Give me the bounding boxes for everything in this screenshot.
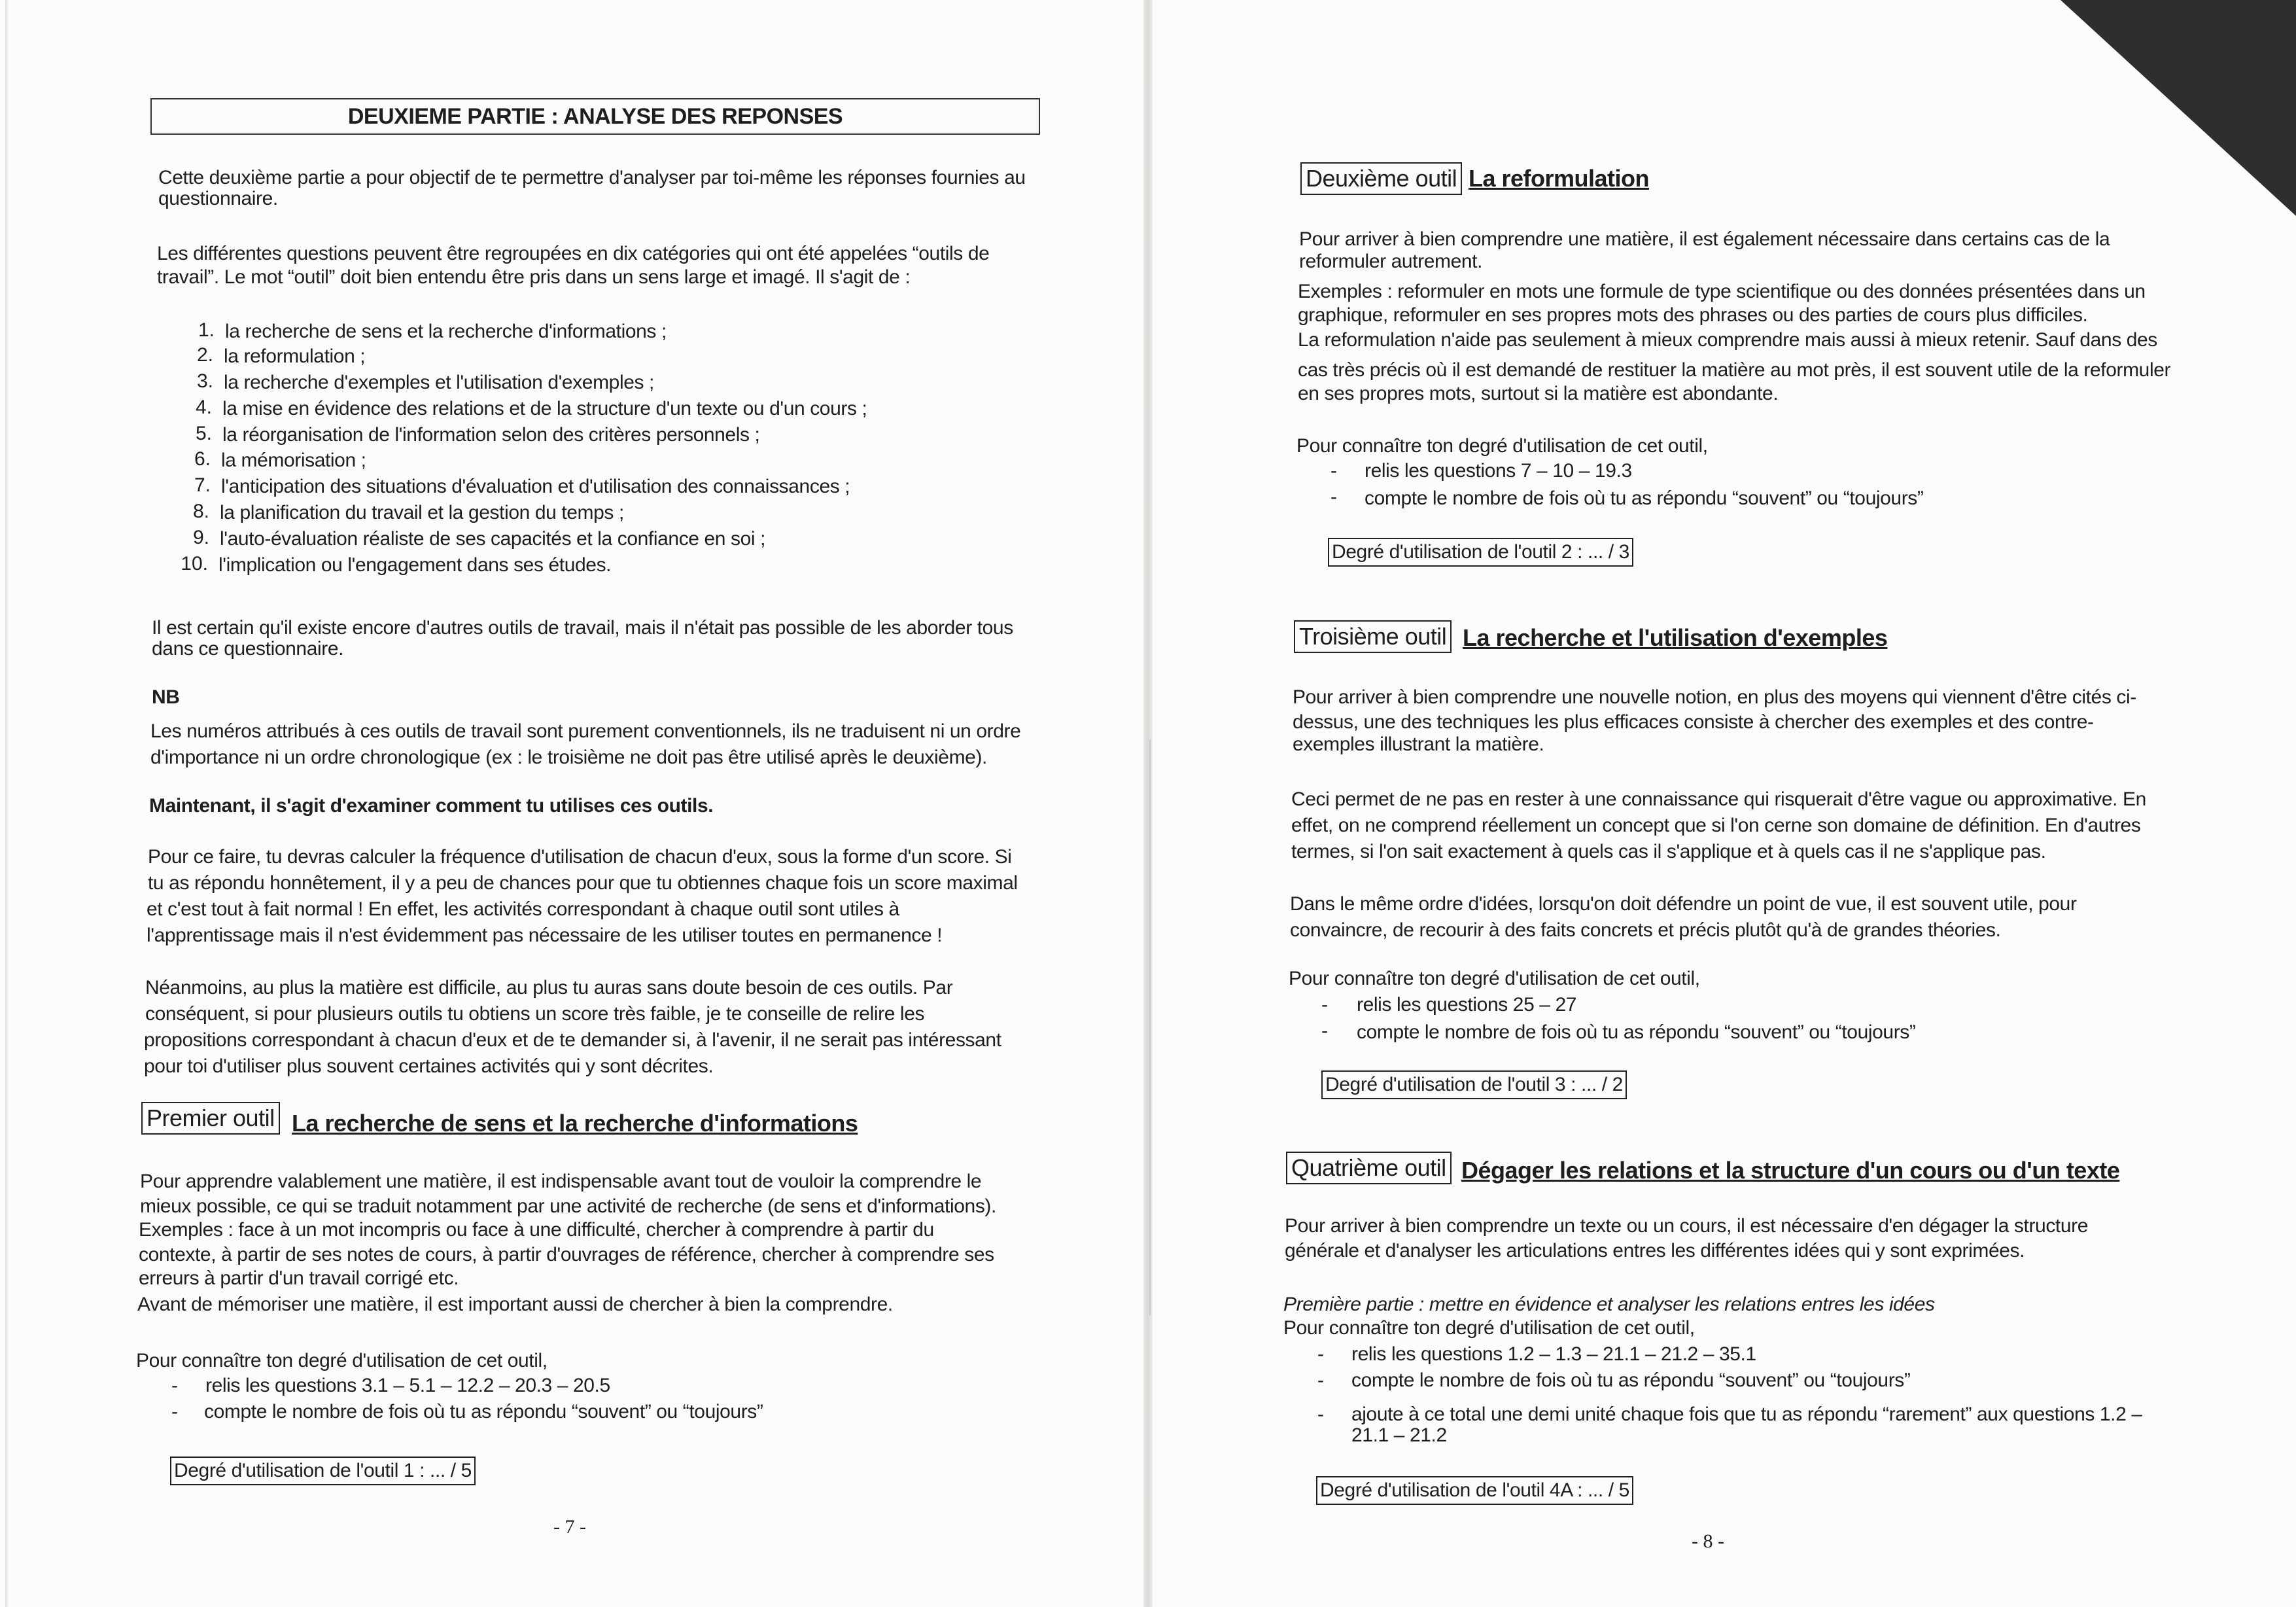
- tool1-body-line: contexte, à partir de ses notes de cours, à partir d'ouvrages de référence, chercher à comprendre ses: [139, 1244, 994, 1265]
- paragraph-line: Pour ce faire, tu devras calculer la fréquence d'utilisation de chacun d'eux, sous la forme d'un score. Si: [148, 846, 1012, 868]
- bullet-dash: -: [171, 1401, 178, 1422]
- tool3-step: relis les questions 25 – 27: [1357, 994, 1577, 1015]
- page-number-7: - 7 -: [553, 1516, 586, 1538]
- list-item: l'auto-évaluation réaliste de ses capacités et la confiance en soi ;: [220, 528, 766, 550]
- tool4-step: relis les questions 1.2 – 1.3 – 21.1 – 21.2 – 35.1: [1351, 1343, 1756, 1365]
- examine-heading: Maintenant, il s'agit d'examiner comment tu utilises ces outils.: [149, 795, 714, 817]
- list-number: 8.: [192, 501, 209, 522]
- tool2-body-line: Exemples : reformuler en mots une formule de type scientifique ou des données présentées dans un: [1298, 281, 2146, 302]
- categories-line: travail”. Le mot “outil” doit bien entendu être pris dans un sens large et imagé. Il s'agit de :: [157, 266, 911, 288]
- tool4-instruction: Pour connaître ton degré d'utilisation de cet outil,: [1283, 1317, 1695, 1339]
- bullet-dash: -: [1317, 1343, 1324, 1365]
- tool3-body-line: Ceci permet de ne pas en rester à une connaissance qui risquerait d'être vague ou approximative. En: [1291, 788, 2146, 810]
- tool2-body-line: La reformulation n'aide pas seulement à mieux comprendre mais aussi à mieux retenir. Sauf dans des: [1298, 329, 2157, 351]
- list-item: l'implication ou l'engagement dans ses études.: [218, 554, 612, 576]
- tool4-title: Dégager les relations et la structure d'un cours ou d'un texte: [1461, 1157, 2120, 1184]
- nb-title: NB: [152, 686, 180, 708]
- intro-line: questionnaire.: [158, 188, 278, 209]
- tool1-score-box: Degré d'utilisation de l'outil 1 : ... / 5: [170, 1457, 476, 1485]
- tool3-step: compte le nombre de fois où tu as répondu “souvent” ou “toujours”: [1357, 1021, 1916, 1043]
- bullet-dash: -: [1321, 1020, 1328, 1042]
- list-number: 1.: [198, 319, 215, 341]
- list-item: la mise en évidence des relations et de la structure d'un texte ou d'un cours ;: [222, 398, 867, 419]
- tool2-step: relis les questions 7 – 10 – 19.3: [1365, 460, 1632, 482]
- tool3-title: La recherche et l'utilisation d'exemples: [1463, 624, 1888, 651]
- bullet-dash: -: [1317, 1404, 1324, 1425]
- part-title: DEUXIEME PARTIE : ANALYSE DES REPONSES: [347, 104, 843, 129]
- tool3-score-box: Degré d'utilisation de l'outil 3 : ... / 2: [1321, 1070, 1627, 1099]
- folded-page-corner: [2061, 0, 2296, 216]
- book-spine: [1143, 0, 1153, 1607]
- categories-line: Les différentes questions peuvent être regroupées en dix catégories qui ont été appelées “outils de: [157, 243, 990, 264]
- tool4-step: ajoute à ce total une demi unité chaque fois que tu as répondu “rarement” aux questions 1.2 –: [1351, 1404, 2142, 1425]
- list-number: 10.: [181, 553, 208, 574]
- paragraph-line: l'apprentissage mais il n'est évidemment pas nécessaire de les utiliser toutes en permanence !: [147, 925, 943, 946]
- tool2-title: La reformulation: [1469, 165, 1650, 192]
- tool2-step: compte le nombre de fois où tu as répondu “souvent” ou “toujours”: [1365, 487, 1924, 509]
- list-item: la recherche d'exemples et l'utilisation d'exemples ;: [224, 372, 654, 393]
- tool1-title: La recherche de sens et la recherche d'informations: [292, 1110, 858, 1137]
- list-item: l'anticipation des situations d'évaluation et d'utilisation des connaissances ;: [221, 476, 850, 497]
- tool1-step: compte le nombre de fois où tu as répondu “souvent” ou “toujours”: [204, 1401, 763, 1422]
- paragraph-line: pour toi d'utiliser plus souvent certaines activités qui y sont décrites.: [144, 1055, 714, 1077]
- fold-line: [1149, 739, 1151, 1315]
- tool3-body-line: effet, on ne comprend réellement un concept que si l'on cerne son domaine de définition. En d'autres: [1291, 815, 2141, 836]
- tool4-score-box: Degré d'utilisation de l'outil 4A : ... / 5: [1316, 1476, 1633, 1505]
- tool2-body-line: reformuler autrement.: [1299, 251, 1483, 272]
- other-tools-line: Il est certain qu'il existe encore d'autres outils de travail, mais il n'était pas possible de les aborder tous: [152, 617, 1013, 639]
- list-number: 9.: [192, 527, 209, 548]
- tool4-step: 21.1 – 21.2: [1351, 1424, 1447, 1446]
- list-number: 4.: [195, 397, 212, 418]
- tool2-body-line: graphique, reformuler en ses propres mots des phrases ou des parties de cours plus difficiles.: [1298, 304, 2088, 326]
- tool1-body-line: Avant de mémoriser une matière, il est important aussi de chercher à bien la comprendre.: [137, 1294, 893, 1315]
- tool1-step: relis les questions 3.1 – 5.1 – 12.2 – 20.3 – 20.5: [205, 1375, 610, 1396]
- bullet-dash: -: [1331, 486, 1337, 508]
- tool1-body-line: mieux possible, ce qui se traduit notamment par une activité de recherche (de sens et d'informations).: [140, 1195, 996, 1217]
- bullet-dash: -: [1321, 994, 1328, 1015]
- tool1-label: Premier outil: [141, 1102, 280, 1135]
- tool3-body-line: exemples illustrant la matière.: [1293, 733, 1544, 755]
- other-tools-line: dans ce questionnaire.: [152, 638, 344, 660]
- tool2-body-line: Pour arriver à bien comprendre une matière, il est également nécessaire dans certains cas de la: [1299, 228, 2110, 250]
- tool3-instruction: Pour connaître ton degré d'utilisation de cet outil,: [1289, 968, 1700, 989]
- bullet-dash: -: [1317, 1369, 1324, 1391]
- paragraph-line: tu as répondu honnêtement, il y a peu de chances pour que tu obtiennes chaque fois un score maximal: [148, 872, 1018, 894]
- tool2-body-line: cas très précis où il est demandé de restituer la matière au mot près, il est souvent utile de la reformuler: [1298, 359, 2171, 381]
- tool4-label: Quatrième outil: [1286, 1152, 1452, 1184]
- list-number: 7.: [194, 474, 211, 496]
- list-item: la réorganisation de l'information selon des critères personnels ;: [222, 424, 760, 446]
- list-item: la mémorisation ;: [221, 450, 366, 471]
- paragraph-line: et c'est tout à fait normal ! En effet, les activités correspondant à chaque outil sont utiles à: [147, 898, 899, 920]
- list-number: 5.: [195, 423, 212, 444]
- list-number: 3.: [196, 370, 213, 392]
- tool1-body-line: erreurs à partir d'un travail corrigé etc.: [139, 1267, 459, 1289]
- list-number: 2.: [196, 344, 213, 366]
- tool4-part1: Première partie : mettre en évidence et analyser les relations entres les idées: [1283, 1294, 1935, 1315]
- tool3-body-line: convaincre, de recourir à des faits concrets et précis plutôt qu'à de grandes théories.: [1290, 919, 2001, 941]
- tool2-body-line: en ses propres mots, surtout si la matière est abondante.: [1298, 383, 1779, 404]
- tool4-body-line: Pour arriver à bien comprendre un texte ou un cours, il est nécessaire d'en dégager la structure: [1285, 1215, 2089, 1237]
- tool2-instruction: Pour connaître ton degré d'utilisation de cet outil,: [1296, 435, 1708, 457]
- paragraph-line: conséquent, si pour plusieurs outils tu obtiens un score très faible, je te conseille de relire les: [145, 1003, 925, 1025]
- tool4-body-line: générale et d'analyser les articulations entres les différentes idées qui y sont exprimées.: [1285, 1240, 2025, 1262]
- tool3-body-line: dessus, une des techniques les plus efficaces consiste à chercher des exemples et des contre-: [1293, 711, 2094, 733]
- tool3-label: Troisième outil: [1294, 620, 1452, 653]
- tool2-score-box: Degré d'utilisation de l'outil 2 : ... / 3: [1328, 538, 1633, 567]
- paragraph-line: Néanmoins, au plus la matière est difficile, au plus tu auras sans doute besoin de ces outils. Par: [145, 977, 953, 998]
- bullet-dash: -: [171, 1375, 178, 1396]
- intro-line: Cette deuxième partie a pour objectif de te permettre d'analyser par toi-même les réponses fournies au: [158, 167, 1026, 188]
- list-item: la planification du travail et la gestion du temps ;: [220, 502, 624, 523]
- tool4-step: compte le nombre de fois où tu as répondu “souvent” ou “toujours”: [1351, 1369, 1911, 1391]
- nb-line: Les numéros attribués à ces outils de travail sont purement conventionnels, ils ne traduisent ni un ordre: [150, 720, 1021, 742]
- nb-line: d'importance ni un ordre chronologique (ex : le troisième ne doit pas être utilisé après le deuxième).: [150, 747, 987, 768]
- tool2-label: Deuxième outil: [1300, 162, 1462, 195]
- list-item: la recherche de sens et la recherche d'informations ;: [225, 321, 667, 342]
- list-number: 6.: [194, 448, 211, 470]
- scan-edge: [5, 0, 9, 1607]
- tool1-body-line: Pour apprendre valablement une matière, il est indispensable avant tout de vouloir la comprendre le: [140, 1171, 982, 1192]
- tool3-body-line: termes, si l'on sait exactement à quels cas il s'applique et à quels cas il ne s'applique pas.: [1291, 841, 2046, 862]
- tool3-body-line: Dans le même ordre d'idées, lorsqu'on doit défendre un point de vue, il est souvent utile, pour: [1290, 893, 2077, 915]
- tool1-instruction: Pour connaître ton degré d'utilisation de cet outil,: [136, 1350, 548, 1371]
- page-number-8: - 8 -: [1692, 1530, 1724, 1552]
- paragraph-line: propositions correspondant à chacun d'eux et de te demander si, à l'avenir, il ne serait pas intéressant: [144, 1029, 1001, 1051]
- tool1-body-line: Exemples : face à un mot incompris ou face à une difficulté, chercher à comprendre à partir du: [139, 1219, 934, 1241]
- bullet-dash: -: [1331, 460, 1337, 482]
- list-item: la reformulation ;: [224, 345, 366, 367]
- tool3-body-line: Pour arriver à bien comprendre une nouvelle notion, en plus des moyens qui viennent d'être cités ci-: [1293, 686, 2136, 708]
